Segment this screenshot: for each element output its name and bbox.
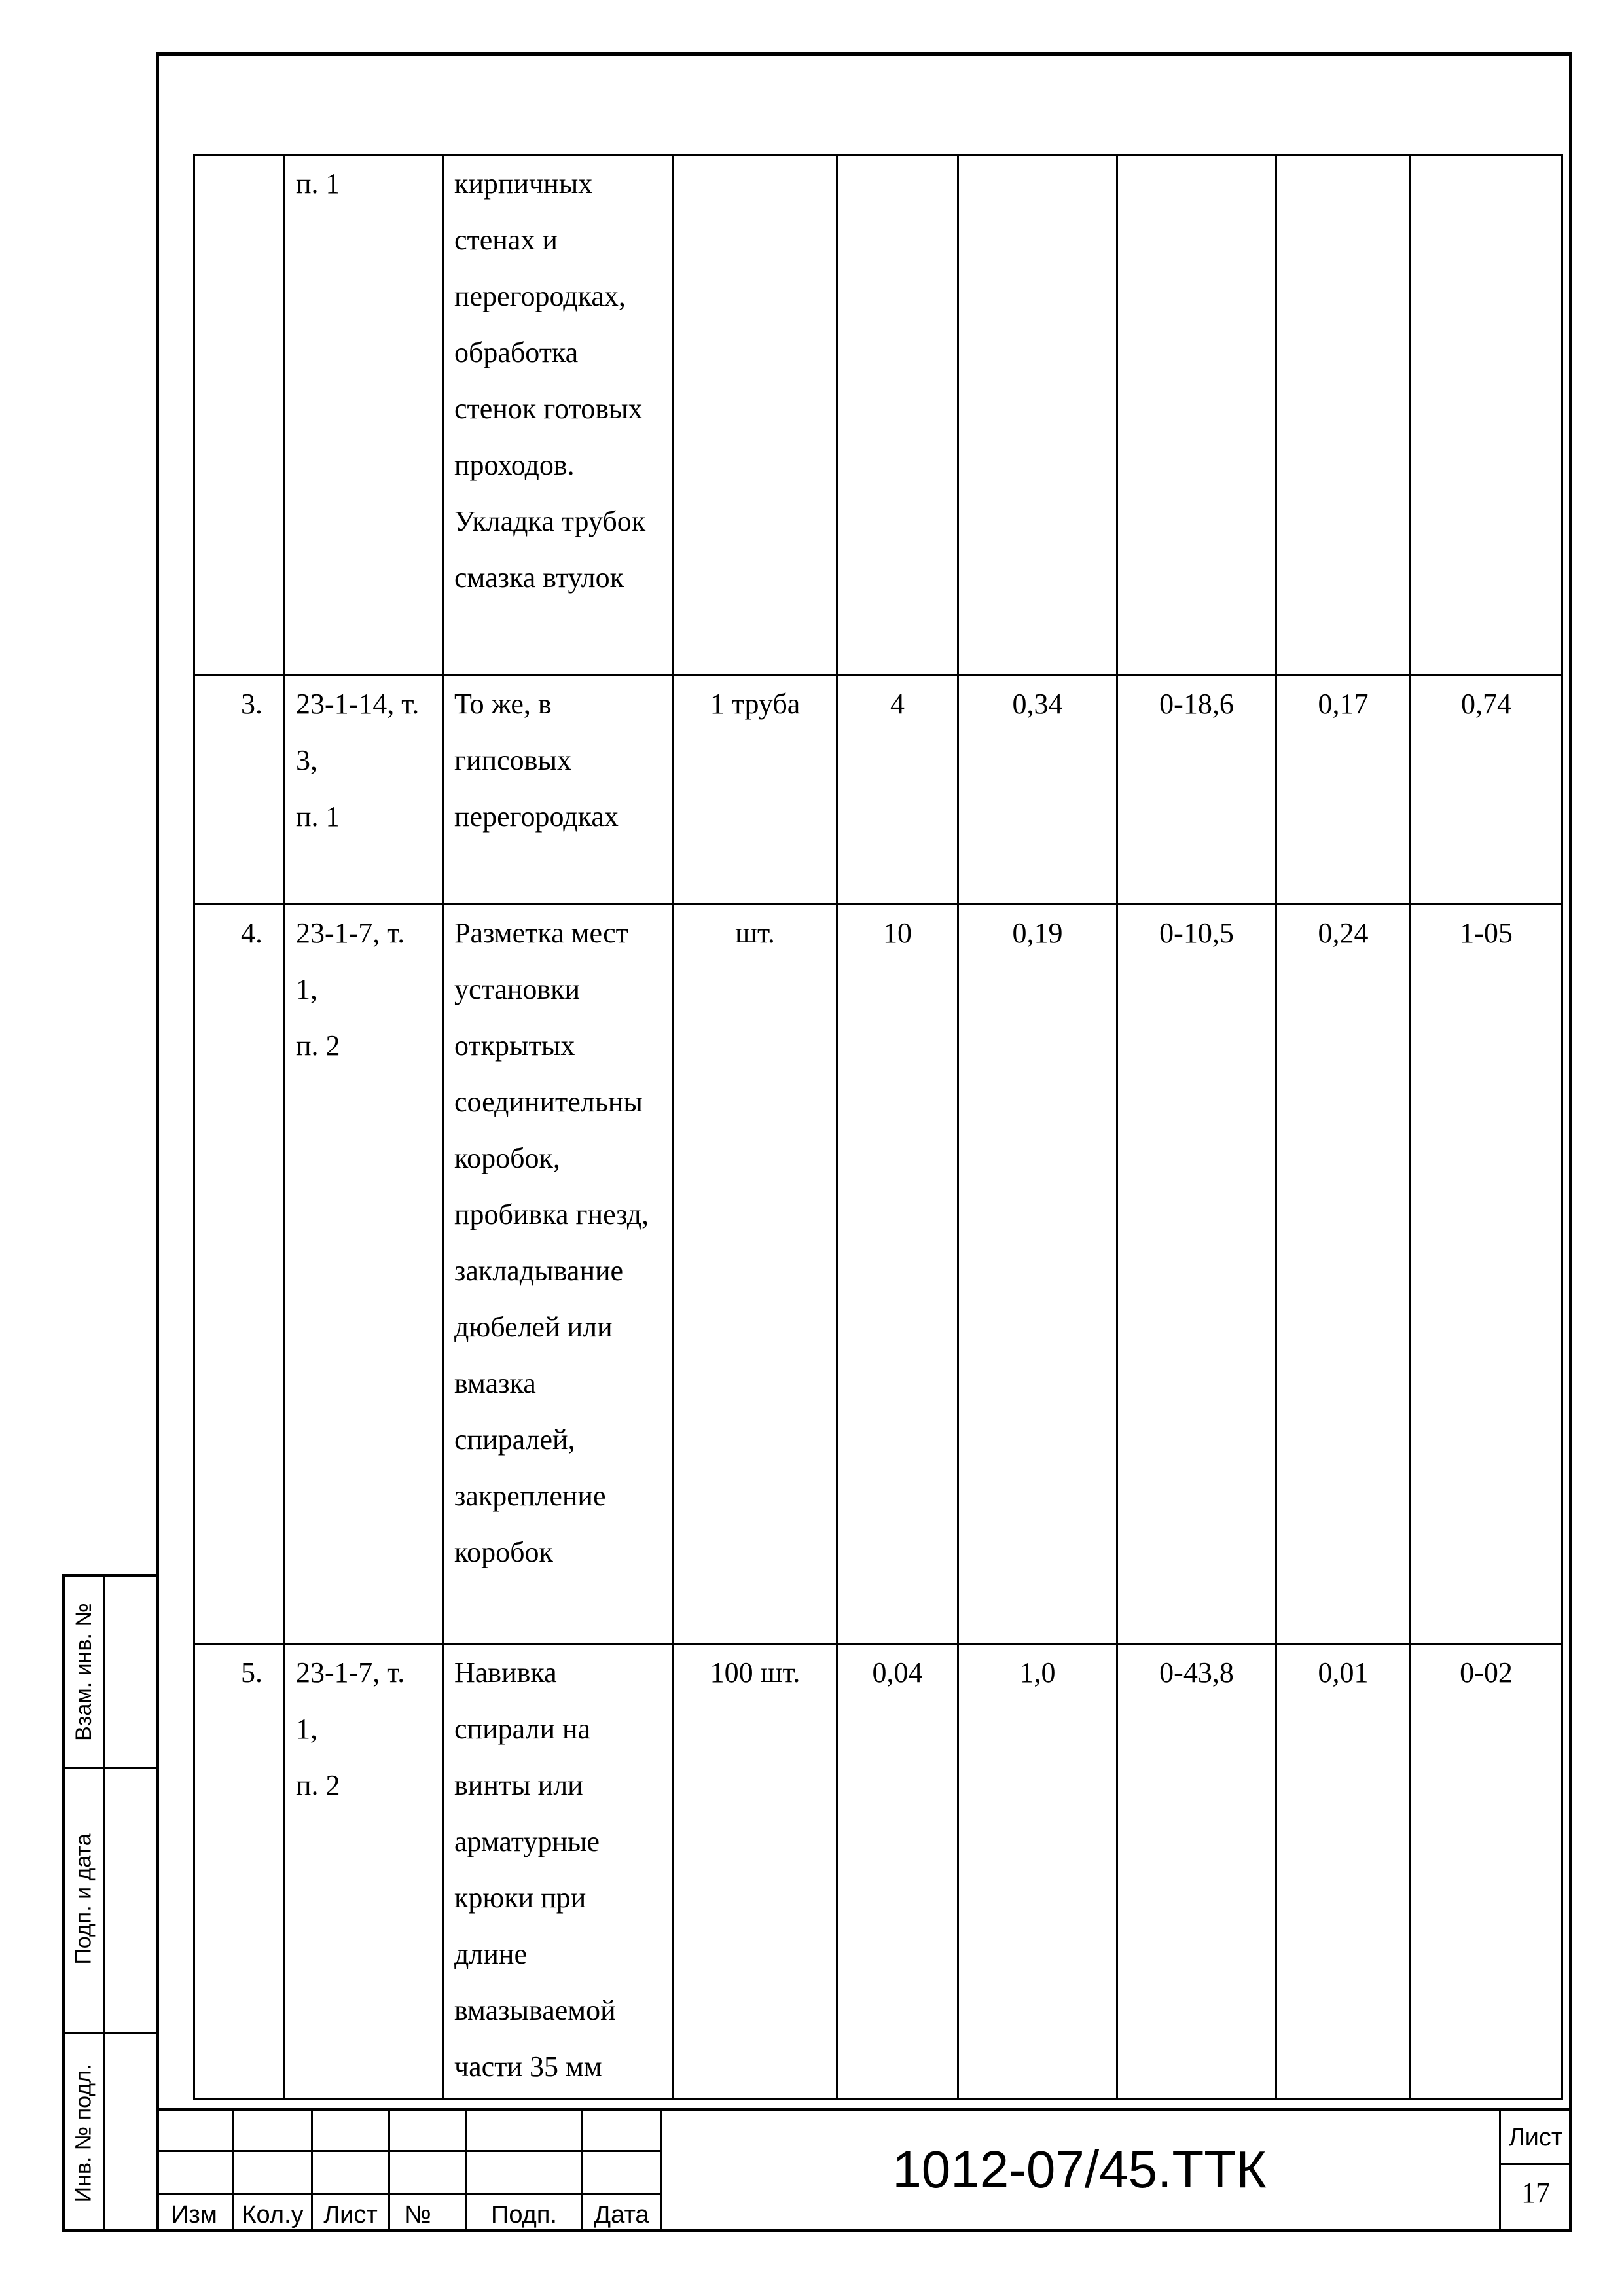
work-description-line: коробок, (454, 1142, 560, 1174)
norm-code-line: 23-1-14, т. (296, 688, 420, 720)
unit (674, 155, 837, 675)
table-body (194, 155, 1562, 2099)
title-block-col-line (388, 2111, 390, 2232)
work-description-line: обработка (454, 336, 579, 368)
quantity: 10 (837, 905, 958, 1644)
quantity: 0,04 (837, 1644, 958, 2099)
header-list: Лист (323, 2200, 378, 2229)
work-description-line: соединительны (454, 1086, 643, 1118)
work-description (443, 1644, 674, 2099)
value-1 (958, 155, 1117, 675)
value-4: 0-02 (1411, 1644, 1562, 2099)
work-description-line: вмазка (454, 1367, 536, 1399)
norm-code-line: 23-1-7, т. (296, 1657, 405, 1689)
work-description-line: закладывание (454, 1255, 624, 1287)
work-description-line: проходов. (454, 449, 575, 481)
norm-code (285, 155, 443, 675)
work-description-line: дюбелей или (454, 1311, 613, 1343)
unit: 100 шт. (674, 1644, 837, 2099)
work-description-line: коробок (454, 1536, 553, 1568)
sheet-box (1499, 2111, 1572, 2232)
title-block-row-line (156, 2150, 660, 2152)
header-num: № (405, 2200, 431, 2229)
unit: шт. (674, 905, 837, 1644)
norm-code-line: п. 1 (296, 800, 340, 833)
work-description-line: вмазываемой (454, 1994, 616, 2026)
work-description-line: стенах и (454, 224, 558, 256)
norm-code-line: 3, (296, 744, 317, 776)
value-1: 0,19 (958, 905, 1117, 1644)
header-podp: Подп. (491, 2200, 557, 2229)
norm-code (285, 905, 443, 1644)
norm-code-line: п. 2 (296, 1030, 340, 1062)
work-description-line: закрепление (454, 1480, 606, 1512)
work-description-line: арматурные (454, 1825, 600, 1857)
header-kol: Кол.у (242, 2200, 304, 2229)
sheet-number: 17 (1521, 2177, 1550, 2209)
norm-code-line: п. 1 (296, 168, 340, 200)
title-block-row-line (156, 2193, 660, 2195)
norm-code (285, 1644, 443, 2099)
value-4: 1-05 (1411, 905, 1562, 1644)
norm-code-line: 1, (296, 973, 317, 1005)
work-description-line: смазка втулок (454, 562, 624, 594)
side-label-podp: Подп. и дата (71, 1833, 96, 1965)
value-2: 0-18,6 (1117, 675, 1276, 905)
norm-code-line: п. 2 (296, 1769, 340, 1801)
sheet-separator (1499, 2163, 1572, 2165)
work-description-line: крюки при (454, 1882, 586, 1914)
side-divider-vertical (103, 1577, 105, 2229)
work-description (443, 155, 674, 675)
work-description-line: перегородках, (454, 280, 626, 312)
table-row (194, 675, 1562, 905)
value-3 (1276, 155, 1411, 675)
side-label-inv: Инв. № подл. (71, 2064, 96, 2202)
side-stamp (62, 1574, 156, 2232)
document-code: 1012-07/45.ТТК (892, 2140, 1267, 2198)
work-description-line: пробивка гнезд, (454, 1198, 649, 1230)
work-description-line: кирпичных (454, 168, 593, 200)
value-1: 0,34 (958, 675, 1117, 905)
work-description-line: Навивка (454, 1657, 557, 1689)
norm-code-line: 23-1-7, т. (296, 917, 405, 949)
work-description (443, 675, 674, 905)
quantity: 4 (837, 675, 958, 905)
row-number: 3. (194, 675, 285, 905)
value-4: 0,74 (1411, 675, 1562, 905)
work-description-line: открытых (454, 1030, 575, 1062)
work-description-line: Укладка трубок (454, 505, 646, 537)
work-description-line: установки (454, 973, 581, 1005)
value-3: 0,17 (1276, 675, 1411, 905)
value-3: 0,01 (1276, 1644, 1411, 2099)
work-description-line: части 35 мм (454, 2051, 602, 2083)
value-1: 1,0 (958, 1644, 1117, 2099)
header-izm: Изм (171, 2200, 217, 2229)
work-table (193, 154, 1563, 2100)
value-2: 0-10,5 (1117, 905, 1276, 1644)
table-row (194, 155, 1562, 675)
work-description-line: длине (454, 1938, 527, 1970)
row-number: 5. (194, 1644, 285, 2099)
work-description-line: перегородках (454, 800, 619, 833)
work-description (443, 905, 674, 1644)
norm-code-line: 1, (296, 1713, 317, 1745)
sheet-label: Лист (1508, 2124, 1563, 2151)
quantity (837, 155, 958, 675)
side-label-vzam: Взам. инв. № (71, 1602, 96, 1741)
work-description-line: Разметка мест (454, 917, 628, 949)
value-2 (1117, 155, 1276, 675)
table-row (194, 905, 1562, 1644)
value-3: 0,24 (1276, 905, 1411, 1644)
work-description-line: спирали на (454, 1713, 591, 1745)
work-description-line: гипсовых (454, 744, 572, 776)
unit: 1 труба (674, 675, 837, 905)
value-4 (1411, 155, 1562, 675)
header-data: Дата (594, 2200, 649, 2229)
value-2: 0-43,8 (1117, 1644, 1276, 2099)
table-row (194, 1644, 1562, 2099)
row-number: 4. (194, 905, 285, 1644)
work-description-line: стенок готовых (454, 393, 643, 425)
title-block (156, 2108, 1572, 2232)
row-number (194, 155, 285, 675)
work-description-line: винты или (454, 1769, 583, 1801)
work-description-line: То же, в (454, 688, 552, 720)
work-description-line: спиралей, (454, 1424, 575, 1456)
norm-code (285, 675, 443, 905)
